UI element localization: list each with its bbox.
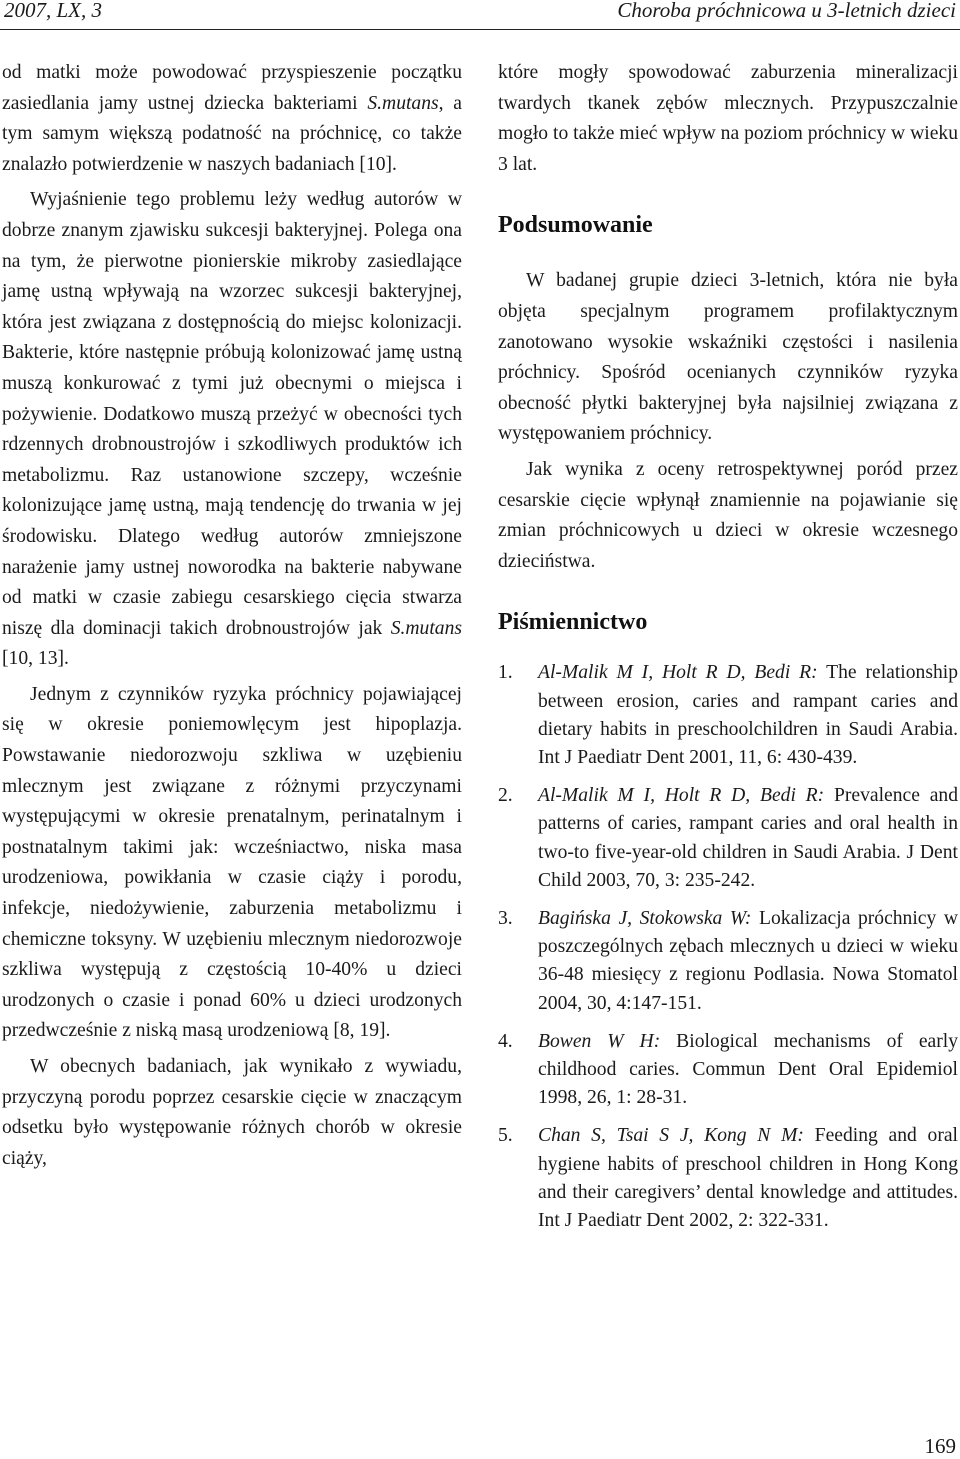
reference-text: Feeding and oral hygiene habits of preschool children in Hong Kong and their caregivers’ dental knowledge and attitudes. Int J Paediatr Dent 2002, 2: 322-331.: [538, 1125, 958, 1231]
species-name: S.mutans: [390, 617, 462, 639]
section-heading-summary: Podsumowanie: [498, 212, 653, 239]
reference-number: 1.: [498, 662, 513, 684]
reference-item: [498, 905, 958, 1018]
text-run: od matki może powodować przyspieszenie początku zasiedlania jamy ustnej dziecka bakteriami: [2, 62, 462, 114]
reference-item: [498, 1122, 958, 1235]
text-run: , a tym samym większą podatność na próchnicę, co także znalazło potwierdzenie w naszych badaniach [10].: [2, 92, 462, 175]
paragraph: [2, 58, 462, 180]
left-column: [2, 58, 462, 1174]
reference-item: [498, 1028, 958, 1113]
reference-authors: Bagińska J, Stokowska W:: [538, 907, 752, 929]
reference-text: Lokalizacja próchnicy w poszczególnych zębach mlecznych u dzieci w wieku 36-48 miesięcy z regionu Podlasia. Nowa Stomatol 2004, 30, 4:147-151.: [538, 907, 958, 1014]
species-name: S.mutans: [367, 92, 439, 114]
reference-authors: Bowen W H:: [538, 1030, 661, 1052]
reference-item: [498, 782, 958, 895]
paragraph: które mogły spowodować zaburzenia mineralizacji twardych tkanek zębów mlecznych. Przypuszczalnie mogło to także mieć wpływ na poziom próchnicy w wieku 3 lat.: [498, 62, 958, 175]
reference-text: Prevalence and patterns of caries, rampant caries and oral health in two-to five-year-old children in Saudi Arabia. J Dent Child 2003, 70, 3: 235-242.: [538, 785, 958, 891]
paragraph: W badanej grupie dzieci 3-letnich, która nie była objęta specjalnym programem profilaktycznym zanotowano wysokie wskaźniki częstości i nasilenia próchnicy. Spośród ocenianych czynników ryzyka obecność płytki bakteryjnej była najsilniej związana z występowaniem próchnicy.: [498, 270, 958, 445]
reference-authors: Chan S, Tsai S J, Kong N M:: [538, 1125, 804, 1147]
paragraph: W obecnych badaniach, jak wynikało z wywiadu, przyczyną porodu poprzez cesarskie cięcie w znaczącym odsetku było występowanie różnych chorób w okresie ciąży,: [2, 1056, 462, 1169]
reference-number: 3.: [498, 907, 513, 929]
paragraph: Jak wynika z oceny retrospektywnej poród przez cesarskie cięcie wpłynął znamiennie na pojawianie się zmian próchnicowych u dzieci w okresie wczesnego dzieciństwa.: [498, 458, 958, 572]
reference-text: The relationship between erosion, caries and rampant caries and dietary habits in preschoolchildren in Saudi Arabia. Int J Paediatr Dent 2001, 11, 6: 430-439.: [538, 662, 958, 768]
page-number: 169: [924, 1434, 956, 1458]
reference-authors: Al-Malik M I, Holt R D, Bedi R:: [538, 662, 818, 684]
reference-number: 2.: [498, 785, 513, 807]
reference-number: 5.: [498, 1125, 513, 1147]
reference-text: Biological mechanisms of early childhood caries. Commun Dent Oral Epidemiol 1998, 26, 1: 28-31.: [538, 1030, 959, 1109]
reference-authors: Al-Malik M I, Holt R D, Bedi R:: [538, 785, 825, 807]
text-run: [10, 13].: [2, 648, 69, 670]
reference-number: 4.: [498, 1030, 513, 1052]
running-header: [0, 0, 960, 24]
header-rule: [0, 29, 960, 30]
paragraph: [2, 185, 462, 675]
paragraph: Jednym z czynników ryzyka próchnicy pojawiającej się w okresie poniemowlęcym jest hipoplazja. Powstawanie niedorozwoju szkliwa w uzębieniu mlecznym jest związane z różnymi przyczynami występującymi w okresie prenatalnym, perinatalnym i postnatalnym takimi jak: wcześniactwo, niska masa urodzeniowa, powikłania w czasie ciąży i porodu, infekcje, niedożywienie, zaburzenia metabolizmu i chemiczne toksyny. W uzębieniu mlecznym niedorozwoje szkliwa występują z częstością 10-40% u dzieci urodzonych o czasie i ponad 60% u dzieci urodzonych przedwcześnie z niską masą urodzeniową [8, 19].: [2, 683, 462, 1042]
right-column: [498, 58, 958, 1245]
text-run: Wyjaśnienie tego problemu leży według autorów w dobrze znanym zjawisku sukcesji bakteryjnej. Polega ona na tym, że pierwotne pionierskie mikroby zasiedlające jamę ustną wpływają na wzorzec sukcesji bakteryjnej, która jest związana z dostępnością do miejsc kolonizacji. Bakterie, które następnie próbują kolonizować jamę ustną muszą konkurować z tymi już obecnymi o miejsca i pożywienie. Dodatkowo muszą przeżyć w obecności tych rdzennych drobnoustrojów i szkodliwych produktów ich metabolizmu. Raz ustanowione szczepy, wcześnie kolonizujące jamę ustną, mają tendencję do trwania w jej środowisku. Dlatego według autorów zmniejszone narażenie jamy ustnej noworodka na bakterie nabywane od matki w czasie zabiegu cesarskiego cięcia stwarza niszę dla dominacji takich drobnoustrojów jak: [2, 189, 462, 639]
reference-list: [498, 659, 958, 1235]
reference-item: [498, 659, 958, 772]
running-title: Choroba próchnicowa u 3-letnich dzieci: [617, 0, 956, 22]
section-heading-references: Piśmiennictwo: [498, 609, 648, 636]
journal-issue: 2007, LX, 3: [4, 0, 103, 22]
